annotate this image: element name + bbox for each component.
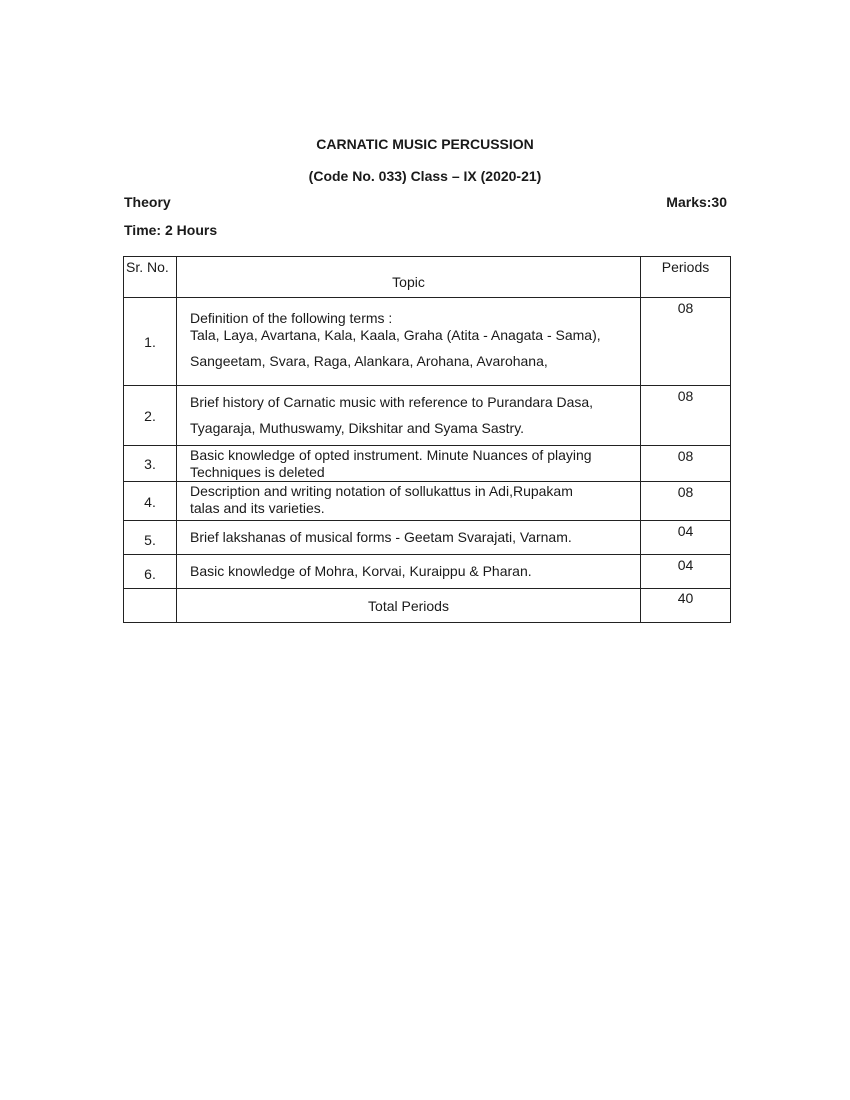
row-topic xyxy=(177,482,641,521)
row-periods: 08 xyxy=(641,298,731,386)
table-row xyxy=(124,555,731,589)
row-topic xyxy=(177,521,641,555)
row-topic xyxy=(177,446,641,482)
theory-label: Theory xyxy=(124,194,171,210)
topic-line: Brief lakshanas of musical forms - Geetam Svarajati, Varnam. xyxy=(190,529,572,545)
document-title: CARNATIC MUSIC PERCUSSION xyxy=(316,136,534,152)
header-sr-no: Sr. No. xyxy=(124,257,177,298)
row-periods: 08 xyxy=(641,446,731,482)
topic-line: Description and writing notation of sollukattus in Adi,Rupakam xyxy=(190,483,573,499)
row-sr-no: 3. xyxy=(124,446,177,482)
row-topic xyxy=(177,386,641,446)
total-periods-label: Total Periods xyxy=(177,589,641,623)
row-topic xyxy=(177,298,641,386)
topic-line: Definition of the following terms : xyxy=(190,310,393,326)
row-sr-no: 6. xyxy=(124,555,177,589)
topic-line: Basic knowledge of opted instrument. Minute Nuances of playing xyxy=(190,447,592,463)
row-periods: 04 xyxy=(641,521,731,555)
marks-label: Marks:30 xyxy=(666,194,727,210)
topic-line: Tala, Laya, Avartana, Kala, Kaala, Graha (Atita - Anagata - Sama), xyxy=(190,327,601,343)
header-periods: Periods xyxy=(641,257,731,298)
syllabus-table xyxy=(123,256,731,623)
table-header-row xyxy=(124,257,731,298)
total-periods-value: 40 xyxy=(641,589,731,623)
topic-line: Tyagaraja, Muthuswamy, Dikshitar and Syama Sastry. xyxy=(190,420,525,436)
row-topic xyxy=(177,555,641,589)
time-label: Time: 2 Hours xyxy=(124,222,218,238)
topic-line: Sangeetam, Svara, Raga, Alankara, Arohana, Avarohana, xyxy=(190,353,548,369)
row-sr-no: 4. xyxy=(124,482,177,521)
row-periods: 08 xyxy=(641,482,731,521)
topic-line: Brief history of Carnatic music with reference to Purandara Dasa, xyxy=(190,394,594,410)
header-topic: Topic xyxy=(177,257,641,298)
table-row xyxy=(124,446,731,482)
topic-line: Techniques is deleted xyxy=(190,464,325,480)
document-subtitle: (Code No. 033) Class – IX (2020-21) xyxy=(308,168,542,184)
topic-line: talas and its varieties. xyxy=(190,500,325,516)
total-sr-empty xyxy=(124,589,177,623)
table-row xyxy=(124,386,731,446)
row-sr-no: 5. xyxy=(124,521,177,555)
row-sr-no: 1. xyxy=(124,298,177,386)
topic-line: Basic knowledge of Mohra, Korvai, Kuraippu & Pharan. xyxy=(190,563,532,579)
row-periods: 04 xyxy=(641,555,731,589)
row-sr-no: 2. xyxy=(124,386,177,446)
table-row xyxy=(124,482,731,521)
total-row xyxy=(124,589,731,623)
table-row xyxy=(124,298,731,386)
table-row xyxy=(124,521,731,555)
row-periods: 08 xyxy=(641,386,731,446)
